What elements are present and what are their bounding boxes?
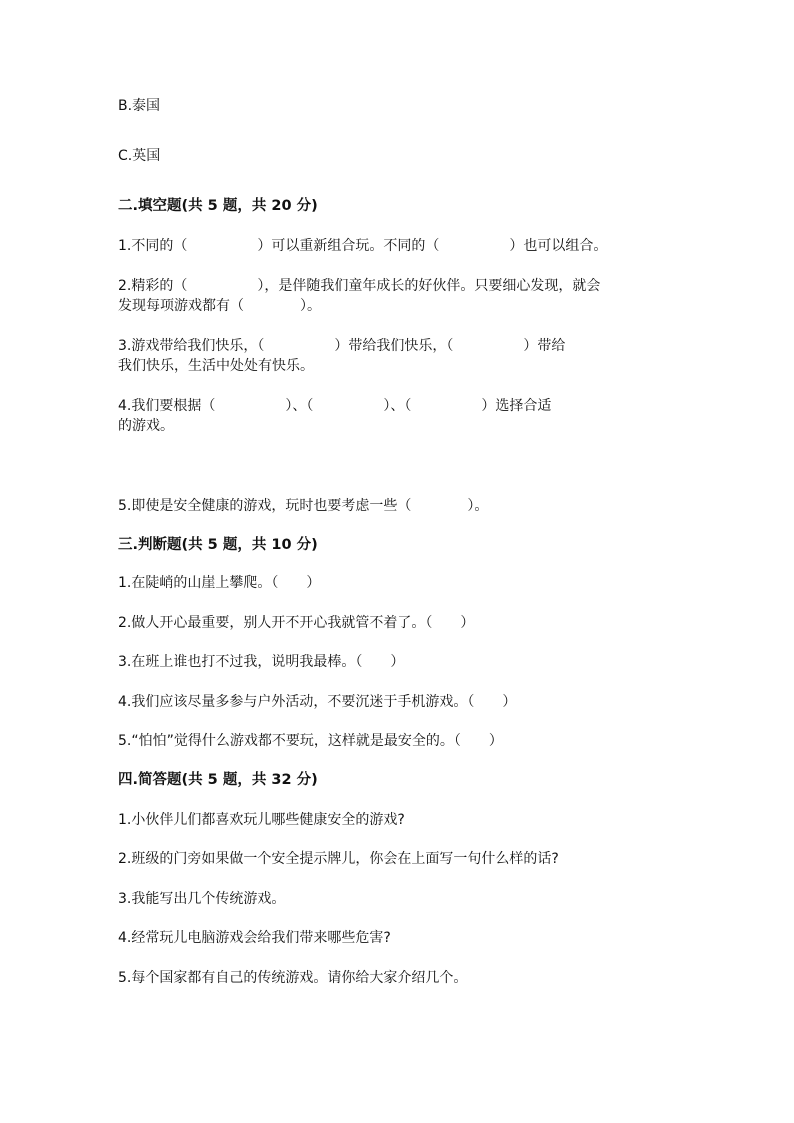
judge-q1: 1.在陡峭的山崖上攀爬。（ ） [118, 575, 321, 591]
option-b: B.泰国 [118, 98, 161, 114]
short-q5: 5.每个国家都有自己的传统游戏。请你给大家介绍几个。 [118, 970, 468, 986]
fill-q4-line2: 的游戏。 [118, 418, 174, 434]
short-q2: 2.班级的门旁如果做一个安全提示牌儿，你会在上面写一句什么样的话? [118, 851, 559, 867]
section3-heading: 三.判断题(共 5 题，共 10 分) [118, 537, 318, 553]
fill-q5: 5.即使是安全健康的游戏，玩时也要考虑一些（ ）。 [118, 498, 489, 514]
fill-q2-line2: 发现每项游戏都有（ ）。 [118, 298, 321, 314]
short-q1: 1.小伙伴儿们都喜欢玩儿哪些健康安全的游戏? [118, 812, 405, 828]
fill-q4-line1: 4.我们要根据（ ）、（ ）、（ ）选择合适 [118, 398, 552, 414]
fill-q2-line1: 2.精彩的（ ），是伴随我们童年成长的好伙伴。只要细心发现，就会 [118, 278, 601, 294]
judge-q4: 4.我们应该尽量多参与户外活动，不要沉迷于手机游戏。（ ） [118, 694, 517, 710]
short-q3: 3.我能写出几个传统游戏。 [118, 891, 286, 907]
option-c: C.英国 [118, 148, 161, 164]
judge-q5: 5.“怕怕”觉得什么游戏都不要玩，这样就是最安全的。（ ） [118, 733, 503, 749]
fill-q1: 1.不同的（ ）可以重新组合玩。不同的（ ）也可以组合。 [118, 238, 608, 254]
section4-heading: 四.简答题(共 5 题，共 32 分) [118, 772, 318, 788]
section2-heading: 二.填空题(共 5 题，共 20 分) [118, 198, 318, 214]
short-q4: 4.经常玩儿电脑游戏会给我们带来哪些危害? [118, 930, 391, 946]
fill-q3-line2: 我们快乐，生活中处处有快乐。 [118, 358, 314, 374]
judge-q2: 2.做人开心最重要，别人开不开心我就管不着了。（ ） [118, 615, 475, 631]
fill-q3-line1: 3.游戏带给我们快乐，（ ）带给我们快乐，（ ）带给 [118, 338, 566, 354]
judge-q3: 3.在班上谁也打不过我，说明我最棒。（ ） [118, 654, 405, 670]
